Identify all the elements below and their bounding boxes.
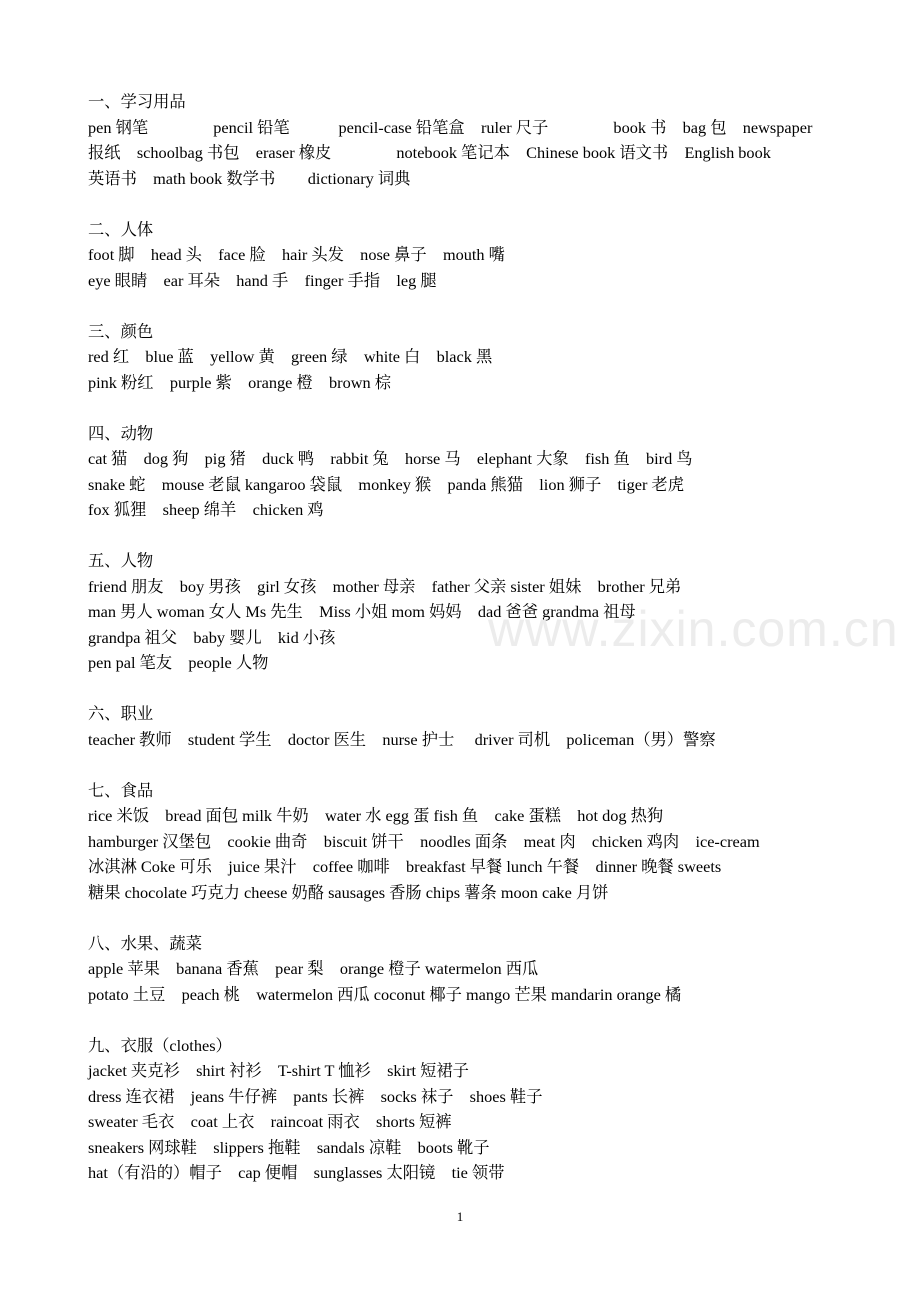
vocab-line: red 红 blue 蓝 yellow 黄 green 绿 white 白 black 黑 bbox=[88, 347, 493, 366]
vocab-line: potato 土豆 peach 桃 watermelon 西瓜 coconut 椰子 mango 芒果 mandarin orange 橘 bbox=[88, 984, 682, 1004]
vocab-line: foot 脚 head 头 face 脸 hair 头发 nose 鼻子 mouth 嘴 bbox=[88, 245, 505, 264]
section-fruits-vegetables bbox=[88, 931, 900, 1008]
section-colors bbox=[88, 319, 900, 396]
vocab-line: friend 朋友 boy 男孩 girl 女孩 mother 母亲 father 父亲 sister 姐妹 brother 兄弟 bbox=[88, 576, 682, 596]
section-heading: 五、人物 bbox=[88, 551, 154, 570]
section-school-supplies bbox=[88, 89, 900, 191]
vocab-line: hamburger 汉堡包 cookie 曲奇 biscuit 饼干 noodles 面条 meat 肉 chicken 鸡肉 ice-cream bbox=[88, 831, 760, 851]
vocab-line: dress 连衣裙 jeans 牛仔裤 pants 长裤 socks 袜子 shoes 鞋子 bbox=[88, 1086, 543, 1106]
vocab-line: grandpa 祖父 baby 婴儿 kid 小孩 bbox=[88, 627, 336, 647]
section-heading: 二、人体 bbox=[88, 219, 154, 239]
watermark: www.zixin.com.cn bbox=[488, 601, 899, 657]
section-clothes bbox=[88, 1033, 900, 1186]
vocab-line: 英语书 math book 数学书 dictionary 词典 bbox=[88, 168, 411, 188]
vocab-line: pink 粉红 purple 紫 orange 橙 brown 棕 bbox=[88, 372, 391, 392]
section-heading: 一、学习用品 bbox=[88, 92, 186, 111]
vocab-line: pen 钢笔 pencil 铅笔 pencil-case 铅笔盒 ruler 尺子 book 书 bag 包 newspaper bbox=[88, 117, 813, 137]
section-body bbox=[88, 217, 900, 294]
section-food bbox=[88, 778, 900, 906]
section-heading: 四、动物 bbox=[88, 423, 154, 443]
section-heading: 七、食品 bbox=[88, 780, 154, 800]
vocab-line: teacher 教师 student 学生 doctor 医生 nurse 护士 driver 司机 policeman（男）警察 bbox=[88, 729, 716, 749]
vocab-line: fox 狐狸 sheep 绵羊 chicken 鸡 bbox=[88, 500, 324, 519]
vocab-line: hat（有沿的）帽子 cap 便帽 sunglasses 太阳镜 tie 领带 bbox=[88, 1163, 505, 1182]
vocab-line: rice 米饭 bread 面包 milk 牛奶 water 水 egg 蛋 fish 鱼 cake 蛋糕 hot dog 热狗 bbox=[88, 806, 664, 825]
vocab-line: eye 眼睛 ear 耳朵 hand 手 finger 手指 leg 腿 bbox=[88, 270, 437, 290]
vocab-line: 糖果 chocolate 巧克力 cheese 奶酪 sausages 香肠 chips 薯条 moon cake 月饼 bbox=[88, 882, 609, 902]
section-heading: 六、职业 bbox=[88, 704, 154, 723]
vocab-line: sweater 毛衣 coat 上衣 raincoat 雨衣 shorts 短裤 bbox=[88, 1112, 452, 1131]
vocab-line: pen pal 笔友 people 人物 bbox=[88, 653, 269, 672]
section-heading: 三、颜色 bbox=[88, 321, 154, 341]
section-heading: 八、水果、蔬菜 bbox=[88, 933, 202, 953]
section-occupations bbox=[88, 701, 900, 752]
page-number: 1 bbox=[456, 1209, 464, 1224]
vocab-line: sneakers 网球鞋 slippers 拖鞋 sandals 凉鞋 boots 靴子 bbox=[88, 1137, 490, 1157]
vocab-line: cat 猫 dog 狗 pig 猪 duck 鸭 rabbit 兔 horse 马 elephant 大象 fish 鱼 bird 鸟 bbox=[88, 449, 693, 468]
vocab-line: 报纸 schoolbag 书包 eraser 橡皮 notebook 笔记本 Chinese book 语文书 English book bbox=[88, 143, 771, 162]
section-animals bbox=[88, 421, 900, 523]
vocab-line: jacket 夹克衫 shirt 衬衫 T-shirt T 恤衫 skirt 短裙子 bbox=[88, 1061, 469, 1080]
vocab-line: snake 蛇 mouse 老鼠 kangaroo 袋鼠 monkey 猴 panda 熊猫 lion 狮子 tiger 老虎 bbox=[88, 474, 684, 494]
section-heading: 九、衣服（clothes） bbox=[88, 1035, 232, 1055]
vocab-line: apple 苹果 banana 香蕉 pear 梨 orange 橙子 watermelon 西瓜 bbox=[88, 959, 539, 978]
vocab-line: man 男人 woman 女人 Ms 先生 Miss 小姐 mom 妈妈 dad 爸爸 grandma 祖母 bbox=[88, 602, 636, 621]
vocab-line: 冰淇淋 Coke 可乐 juice 果汁 coffee 咖啡 breakfast 早餐 lunch 午餐 dinner 晚餐 sweets bbox=[88, 857, 722, 876]
